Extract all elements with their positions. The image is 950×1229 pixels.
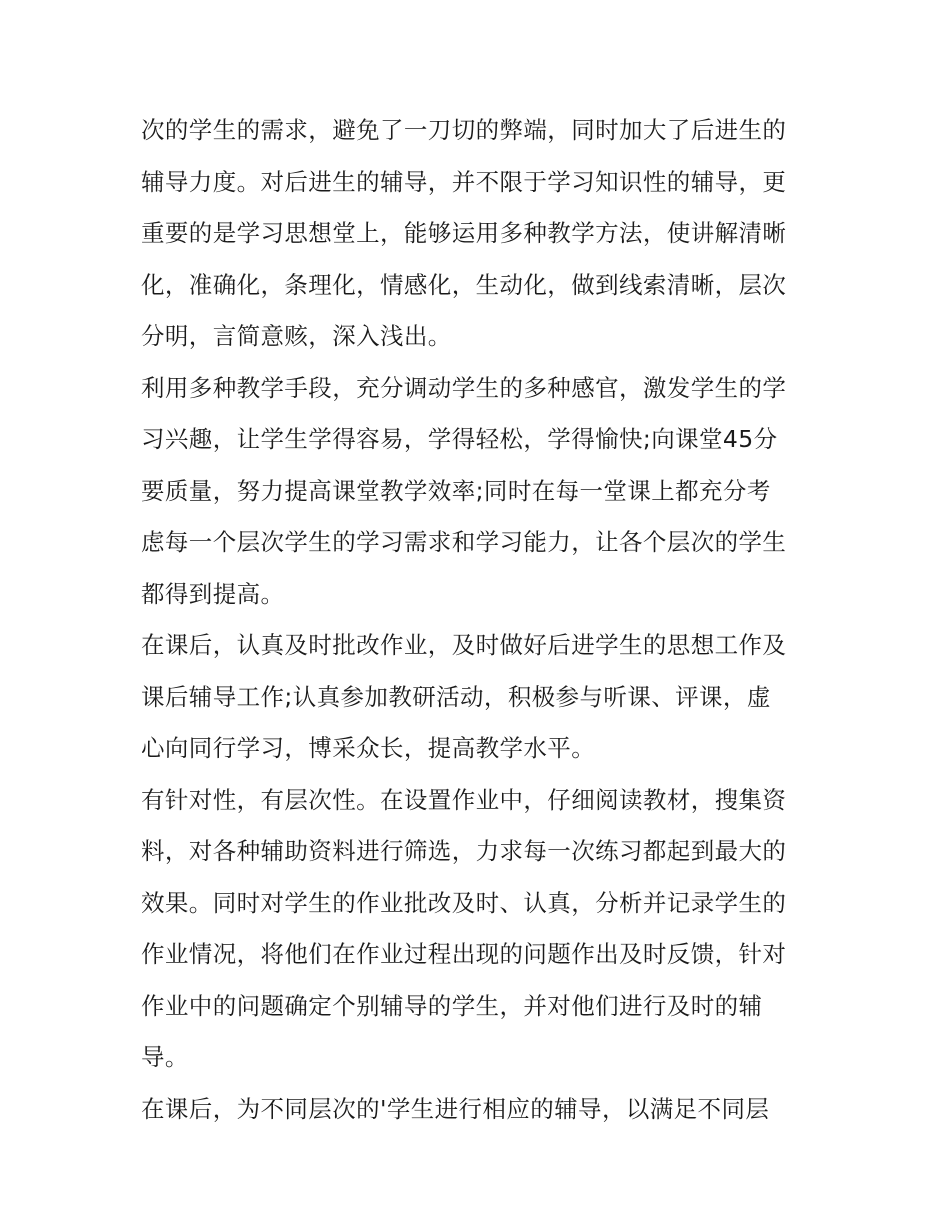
text-line: 习兴趣，让学生学得容易，学得轻松，学得愉快;向课堂45分 (141, 425, 778, 453)
text-line: 重要的是学习思想堂上，能够运用多种教学方法，使讲解清晰 (141, 219, 787, 247)
text-line: 课后辅导工作;认真参加教研活动，积极参与听课、评课，虚 (141, 682, 771, 711)
text-line: 要质量，努力提高课堂教学效率;同时在每一堂课上都充分考 (141, 476, 771, 505)
text-line: 化，准确化，条理化，情感化，生动化，做到线索清晰，层次 (141, 270, 787, 299)
text-line: 在课后，为不同层次的'学生进行相应的辅导，以满足不同层 (141, 1094, 770, 1123)
text-line: 效果。同时对学生的作业批改及时、认真，分析并记录学生的 (141, 888, 787, 917)
text-line: 都得到提高。 (141, 579, 285, 608)
body-text (141, 105, 821, 1135)
text-line: 虑每一个层次学生的学习需求和学习能力，让各个层次的学生 (141, 528, 787, 556)
text-line: 心向同行学习，博采众长，提高教学水平。 (141, 734, 596, 762)
text-line: 在课后，认真及时批改作业，及时做好后进学生的思想工作及 (141, 631, 787, 659)
text-line: 辅导力度。对后进生的辅导，并不限于学习知识性的辅导，更 (141, 167, 787, 196)
text-line: 作业中的问题确定个别辅导的学生，并对他们进行及时的辅 (141, 991, 763, 1020)
text-line: 利用多种教学手段，充分调动学生的多种感官，激发学生的学 (141, 373, 787, 402)
text-line: 料，对各种辅助资料进行筛选，力求每一次练习都起到最大的 (141, 837, 787, 865)
text-line: 作业情况，将他们在作业过程出现的问题作出及时反馈，针对 (141, 940, 787, 968)
text-line: 分明，言简意赅，深入浅出。 (141, 322, 452, 350)
text-line: 导。 (141, 1043, 189, 1071)
text-line: 有针对性，有层次性。在设置作业中，仔细阅读教材，搜集资 (141, 785, 787, 814)
text-line: 次的学生的需求，避免了一刀切的弊端，同时加大了后进生的 (141, 116, 787, 144)
